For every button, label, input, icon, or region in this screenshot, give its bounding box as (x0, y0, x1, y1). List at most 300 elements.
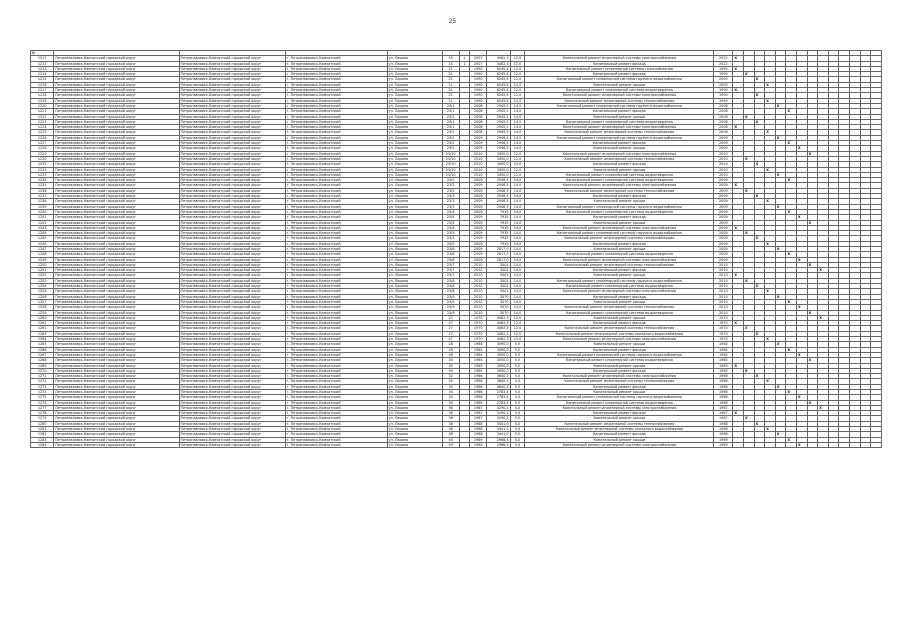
table-cell: X (754, 284, 765, 289)
table-cell: Петропавловск-Камчатский городской округ (54, 125, 179, 130)
program-table (30, 50, 882, 448)
table-cell: г. Петропавловск-Камчатский (285, 72, 387, 77)
table-cell: 38 (442, 421, 459, 426)
table-cell: 1260 (31, 315, 54, 320)
table-cell: 32 (442, 374, 459, 379)
table-cell: Петропавловск-Камчатский городской округ (54, 156, 179, 161)
table-cell: Петропавловск-Камчатский городской округ (179, 347, 285, 352)
table-cell: Капитальный ремонт фасада (525, 321, 714, 326)
table-cell: 23/9 (442, 310, 459, 315)
table-cell: 3640,3 (487, 374, 510, 379)
table-cell: Петропавловск-Камчатский городской округ (54, 273, 179, 278)
table-cell: X (786, 252, 797, 257)
table-cell: 2945,2 (487, 109, 510, 114)
table-cell: X (775, 204, 786, 209)
table-cell: Петропавловск-Камчатский городской округ (54, 416, 179, 421)
table-cell: Капитальный ремонт фасада (525, 347, 714, 352)
table-cell: 2945,2 (487, 103, 510, 108)
table-cell: 32 (442, 384, 459, 389)
table-cell: ул. Ларина (387, 421, 442, 426)
table-cell: 2008 (714, 125, 733, 130)
table-cell: 3090,0 (487, 352, 510, 357)
table-cell: ул. Ларина (387, 220, 442, 225)
table-cell: X (744, 326, 755, 331)
table-cell: г. Петропавловск-Камчатский (285, 284, 387, 289)
table-cell: Петропавловск-Камчатский городской округ (179, 390, 285, 395)
table-cell: 1964 (714, 347, 733, 352)
table-cell: г. Петропавловск-Камчатский (285, 427, 387, 432)
table-cell: Петропавловск-Камчатский городской округ (54, 289, 179, 294)
table-cell: X (807, 310, 818, 315)
table-cell: 1964 (714, 352, 733, 357)
table-cell: Петропавловск-Камчатский городской округ (54, 310, 179, 315)
table-cell: 4462,3 (487, 337, 510, 342)
table-cell: ул. Ларина (387, 358, 442, 363)
table-cell: 2007 (470, 61, 487, 66)
table-cell: 14,0 (510, 204, 525, 209)
table-cell: 23/10 (442, 172, 459, 177)
table-cell: 1970 (470, 331, 487, 336)
table-cell: ул. Ларина (387, 273, 442, 278)
table-cell: 1969 (714, 442, 733, 447)
table-cell: г. Петропавловск-Камчатский (285, 437, 387, 442)
table-cell: ул. Ларина (387, 299, 442, 304)
table-cell: Петропавловск-Камчатский городской округ (54, 374, 179, 379)
table-cell (744, 442, 755, 447)
table-cell: X (797, 442, 808, 447)
table-cell: 1968 (714, 421, 733, 426)
table-cell: ул. Ларина (387, 257, 442, 262)
table-cell: Петропавловск-Камчатский городской округ (179, 315, 285, 320)
table-cell: Петропавловск-Камчатский городской округ (54, 411, 179, 416)
table-cell: ул. Ларина (387, 305, 442, 310)
table-cell: г. Петропавловск-Камчатский (285, 151, 387, 156)
table-cell: 14 (442, 61, 459, 66)
table-cell: Петропавловск-Камчатский городской округ (54, 146, 179, 151)
table-cell: г. Петропавловск-Камчатский (285, 411, 387, 416)
table-cell: Капитальный ремонт инженерной системы водоотведения (525, 88, 714, 93)
table-cell: 2010 (470, 299, 487, 304)
table-cell: 3450,0 (487, 162, 510, 167)
table-cell: Петропавловск-Камчатский городской округ (179, 411, 285, 416)
table-cell: 2008 (470, 125, 487, 130)
table-cell: Капитальный ремонт крыши (525, 342, 714, 347)
table-cell: Петропавловск-Камчатский городской округ (54, 278, 179, 283)
table-cell: Капитальный ремонт инженерной системы электроснабжения (525, 56, 714, 61)
table-cell: X (807, 220, 818, 225)
table-cell: X (733, 363, 744, 368)
table-cell: 2009 (714, 225, 733, 230)
table-cell: 1252 (31, 273, 54, 278)
table-cell: ул. Ларина (387, 315, 442, 320)
table-cell: Петропавловск-Камчатский городской округ (54, 151, 179, 156)
table-cell: 2008 (714, 103, 733, 108)
table-cell: 12,0 (510, 337, 525, 342)
table-cell: 2008 (470, 130, 487, 135)
table-cell: 5,0 (510, 368, 525, 373)
table-cell: г. Петропавловск-Камчатский (285, 183, 387, 188)
table-cell: 3290,2 (487, 411, 510, 416)
table-cell: 2946,5 (487, 199, 510, 204)
table-cell: 3050,0 (487, 368, 510, 373)
table-cell: 1 (459, 56, 470, 61)
table-cell: 4462,3 (487, 326, 510, 331)
table-row (31, 442, 882, 447)
table-cell: Капитальный ремонт инженерной системы водоотведения (525, 252, 714, 257)
table-cell: 27 (442, 331, 459, 336)
table-cell (839, 442, 850, 447)
table-cell: 23/1 (442, 114, 459, 119)
table-cell: 1970 (714, 321, 733, 326)
table-cell (775, 442, 786, 447)
table-cell: 1969 (470, 442, 487, 447)
table-cell: 14,0 (510, 141, 525, 146)
table-cell: 2010 (470, 305, 487, 310)
table-cell: 2009 (714, 246, 733, 251)
table-cell: Петропавловск-Камчатский городской округ (54, 358, 179, 363)
table-cell: 14,0 (510, 278, 525, 283)
table-cell: 2783,4 (487, 400, 510, 405)
table-cell: Петропавловск-Камчатский городской округ (54, 257, 179, 262)
table-cell: 1964 (470, 342, 487, 347)
table-cell: Капитальный ремонт инженерной системы электроснабжения (525, 337, 714, 342)
table-cell: Петропавловск-Камчатский городской округ (54, 130, 179, 135)
table-cell: 14,0 (510, 220, 525, 225)
table-cell: 2008 (714, 119, 733, 124)
table-cell: X (733, 125, 744, 130)
table-cell: Петропавловск-Камчатский городской округ (179, 273, 285, 278)
table-cell: ул. Ларина (387, 188, 442, 193)
table-cell: Петропавловск-Камчатский городской округ (54, 209, 179, 214)
table-cell: г. Петропавловск-Камчатский (285, 236, 387, 241)
table-cell: 23/6 (442, 252, 459, 257)
table-cell: 2009 (470, 188, 487, 193)
table-cell: 5,0 (510, 421, 525, 426)
table-cell: 12,0 (510, 151, 525, 156)
table-cell: 34 (442, 400, 459, 405)
table-cell: 21 (442, 77, 459, 82)
table-cell: 1966 (714, 384, 733, 389)
table-cell: 5,0 (510, 411, 525, 416)
table-cell: 1990 (714, 72, 733, 77)
table-cell: г. Петропавловск-Камчатский (285, 368, 387, 373)
table-cell: 2010 (714, 262, 733, 267)
table-cell: Петропавловск-Камчатский городской округ (179, 125, 285, 130)
table-cell: ул. Ларина (387, 405, 442, 410)
table-cell: 2009 (470, 257, 487, 262)
table-cell: X (807, 151, 818, 156)
table-cell: Петропавловск-Камчатский городской округ (54, 246, 179, 251)
table-cell: 3441,0 (487, 421, 510, 426)
table-cell: Капитальный ремонт инженерной системы горячего водоснабжения (525, 135, 714, 140)
table-cell: Капитальный ремонт инженерной системы горячего водоснабжения (525, 204, 714, 209)
table-cell: г. Петропавловск-Камчатский (285, 374, 387, 379)
table-cell: 23/1 (442, 109, 459, 114)
table-cell: 40 (442, 442, 459, 447)
table-cell: Капитальный ремонт инженерной системы теплоснабжения (525, 326, 714, 331)
table-cell: г. Петропавловск-Камчатский (285, 390, 387, 395)
table-cell: 1 (459, 61, 470, 66)
table-cell: X (754, 77, 765, 82)
table-cell: 2009 (470, 183, 487, 188)
table-cell: 1266 (31, 347, 54, 352)
table-cell (459, 442, 470, 447)
table-cell: 14,0 (510, 146, 525, 151)
table-cell: ул. Ларина (387, 146, 442, 151)
table-cell: Петропавловск-Камчатский городской округ (179, 342, 285, 347)
table-cell: г. Петропавловск-Камчатский (285, 400, 387, 405)
table-cell (871, 442, 882, 447)
table-cell: ул. Ларина (387, 98, 442, 103)
table-cell: 1990 (714, 98, 733, 103)
table-cell: ул. Ларина (387, 310, 442, 315)
table-cell: 1990 (470, 72, 487, 77)
table-cell: 2010 (470, 284, 487, 289)
table-cell: Капитальный ремонт инженерной системы теплоснабжения (525, 98, 714, 103)
table-cell: 2009 (470, 199, 487, 204)
table-cell: ул. Ларина (387, 183, 442, 188)
table-cell: Капитальный ремонт инженерной системы водоотведения (525, 172, 714, 177)
table-cell: 12,0 (510, 88, 525, 93)
table-cell: 2946,5 (487, 194, 510, 199)
table-cell: 1964 (714, 342, 733, 347)
table-cell: 5,0 (510, 379, 525, 384)
table-cell: 1280 (31, 421, 54, 426)
table-cell: Петропавловск-Камчатский городской округ (54, 294, 179, 299)
table-cell: 2009 (714, 209, 733, 214)
table-cell: Петропавловск-Камчатский городской округ (54, 141, 179, 146)
table-cell: ул. Ларина (387, 246, 442, 251)
table-cell: 5,0 (510, 427, 525, 432)
table-cell: 5,0 (510, 442, 525, 447)
table-cell: г. Петропавловск-Камчатский (285, 119, 387, 124)
table-cell: Петропавловск-Камчатский городской округ (179, 331, 285, 336)
table-cell: 23/9 (442, 294, 459, 299)
table-cell: ул. Ларина (387, 374, 442, 379)
table-cell: Капитальный ремонт инженерной системы водоотведения (525, 400, 714, 405)
table-cell: Петропавловск-Камчатский городской округ (179, 368, 285, 373)
table-cell: 2010 (714, 167, 733, 172)
table-cell: 2009 (714, 141, 733, 146)
table-cell: Петропавловск-Камчатский городской округ (179, 310, 285, 315)
table-cell: X (754, 162, 765, 167)
table-cell: Капитальный ремонт инженерной системы холодного водоснабжения (525, 427, 714, 432)
table-cell: 14,0 (510, 299, 525, 304)
table-cell: г. Петропавловск-Камчатский (285, 384, 387, 389)
table-cell: г. Петропавловск-Камчатский (285, 56, 387, 61)
table-cell: Петропавловск-Камчатский городской округ (179, 284, 285, 289)
table-cell: Капитальный ремонт инженерной системы водоотведения (525, 358, 714, 363)
table-cell: 2009 (470, 146, 487, 151)
table-cell: ул. Ларина (387, 66, 442, 71)
table-cell: 23/10 (442, 156, 459, 161)
table-cell: 23/2 (442, 183, 459, 188)
table-cell: Петропавловск-Камчатский городской округ (54, 88, 179, 93)
table-cell: 2009 (714, 252, 733, 257)
table-cell: 36 (442, 416, 459, 421)
table-cell: Петропавловск-Камчатский городской округ (54, 236, 179, 241)
table-cell: 1990 (714, 66, 733, 71)
table-cell: 5,0 (510, 390, 525, 395)
table-cell: ул. Ларина (387, 56, 442, 61)
table-cell: ул. Ларина (387, 82, 442, 87)
table-cell: г. Петропавловск-Камчатский (285, 416, 387, 421)
table-cell: 14,0 (510, 252, 525, 257)
table-cell: 12,0 (510, 82, 525, 87)
table-cell: Петропавловск-Камчатский городской округ (54, 352, 179, 357)
table-cell: 28 (442, 352, 459, 357)
table-cell: ул. Ларина (387, 61, 442, 66)
table-cell: 2009 (470, 215, 487, 220)
table-cell: 1970 (714, 315, 733, 320)
table-cell: 4462,3 (487, 56, 510, 61)
table-cell: 3001 (487, 278, 510, 283)
table-cell: 14,0 (510, 225, 525, 230)
table-cell: 14,0 (510, 125, 525, 130)
table-cell: 1212 (31, 61, 54, 66)
table-cell: 14,0 (510, 194, 525, 199)
table-cell: Капитальный ремонт инженерной системы теплоснабжения (525, 156, 714, 161)
table-cell: Петропавловск-Камчатский городской округ (54, 56, 179, 61)
table-cell: 6245,4 (487, 66, 510, 71)
table-cell: 1964 (470, 352, 487, 357)
table-cell: г. Петропавловск-Камчатский (285, 289, 387, 294)
table-cell: 14,0 (510, 135, 525, 140)
table-cell: Петропавловск-Камчатский городской округ (54, 72, 179, 77)
table-cell: ул. Ларина (387, 400, 442, 405)
table-cell: Петропавловск-Камчатский городской округ (179, 432, 285, 437)
table-cell: 1966 (470, 384, 487, 389)
table-cell: Капитальный ремонт фасада (525, 268, 714, 273)
table-cell: ул. Ларина (387, 342, 442, 347)
table-cell: Капитальный ремонт инженерной системы горячего водоснабжения (525, 231, 714, 236)
table-cell: 1276 (31, 400, 54, 405)
table-cell: X (818, 268, 829, 273)
table-cell: Петропавловск-Камчатский городской округ (54, 199, 179, 204)
table-cell: Капитальный ремонт крыши (525, 199, 714, 204)
table-cell: ул. Ларина (387, 231, 442, 236)
table-cell: X (744, 114, 755, 119)
table-cell: ул. Ларина (387, 326, 442, 331)
table-cell: Петропавловск-Камчатский городской округ (54, 93, 179, 98)
table-cell: Петропавловск-Камчатский городской округ (179, 257, 285, 262)
table-cell: 27 (442, 321, 459, 326)
table-cell: 14,0 (510, 114, 525, 119)
table-cell: 2010 (714, 310, 733, 315)
table-cell: ул. Ларина (387, 262, 442, 267)
table-cell: 2945,2 (487, 119, 510, 124)
table-cell: г. Петропавловск-Камчатский (285, 194, 387, 199)
table-cell: ул. Ларина (387, 172, 442, 177)
table-cell: 14,0 (510, 215, 525, 220)
table-cell: г. Петропавловск-Камчатский (285, 98, 387, 103)
table-cell: г. Петропавловск-Камчатский (285, 135, 387, 140)
table-cell: 3001 (487, 262, 510, 267)
table-cell: X (765, 82, 776, 87)
table-cell: 23/4 (442, 220, 459, 225)
table-cell: 2010 (470, 278, 487, 283)
table-cell: Петропавловск-Камчатский городской округ (179, 56, 285, 61)
table-cell: X (744, 72, 755, 77)
table-cell: 23/7 (442, 268, 459, 273)
table-cell: Петропавловск-Камчатский городской округ (54, 194, 179, 199)
table-cell: Капитальный ремонт инженерной системы горячего водоснабжения (525, 278, 714, 283)
table-cell: Петропавловск-Камчатский городской округ (54, 231, 179, 236)
table-cell: 27 (442, 315, 459, 320)
table-cell: Капитальный ремонт крыши (525, 299, 714, 304)
table-cell: г. Петропавловск-Камчатский (285, 352, 387, 357)
table-cell: 2009 (470, 135, 487, 140)
table-cell (733, 442, 744, 447)
table-cell: X (775, 103, 786, 108)
table-cell: ул. Ларина (387, 209, 442, 214)
table-cell: 2010 (714, 172, 733, 177)
table-cell: 3070 (487, 305, 510, 310)
table-cell: 2010 (470, 156, 487, 161)
table-cell: 4462,3 (487, 315, 510, 320)
table-cell: 2007 (470, 56, 487, 61)
table-cell: 1967 (714, 405, 733, 410)
table-cell: 12,0 (510, 331, 525, 336)
table-cell: ул. Ларина (387, 151, 442, 156)
table-cell: Капитальный ремонт крыши (525, 114, 714, 119)
table-cell: 1229 (31, 151, 54, 156)
table-cell: г. Петропавловск-Камчатский (285, 363, 387, 368)
table-cell: 14,0 (510, 183, 525, 188)
table-cell: 2783,4 (487, 395, 510, 400)
table-body (31, 56, 882, 448)
table-cell: Петропавловск-Камчатский городской округ (179, 278, 285, 283)
table-cell: Петропавловск-Камчатский городской округ (179, 199, 285, 204)
table-cell: Капитальный ремонт инженерной системы электроснабжения (525, 374, 714, 379)
table-cell: 2946,5 (487, 146, 510, 151)
table-cell: Петропавловск-Камчатский городской округ (179, 204, 285, 209)
table-cell: X (786, 347, 797, 352)
table-cell: Капитальный ремонт инженерной системы водоотведения (525, 284, 714, 289)
table-cell: Петропавловск-Камчатский городской округ (179, 109, 285, 114)
table-cell: Капитальный ремонт крыши (525, 146, 714, 151)
table-cell: 23/4 (442, 215, 459, 220)
table-cell: 2783,4 (487, 390, 510, 395)
table-cell: 12,0 (510, 72, 525, 77)
table-cell: X (786, 178, 797, 183)
table-cell: Петропавловск-Камчатский городской округ (179, 114, 285, 119)
table-cell: г. Петропавловск-Камчатский (285, 204, 387, 209)
table-cell: 7935 (487, 215, 510, 220)
table-cell: г. Петропавловск-Камчатский (285, 215, 387, 220)
table-cell: ул. Ларина (387, 352, 442, 357)
table-cell: ул. Ларина (387, 384, 442, 389)
table-cell: 2010 (470, 167, 487, 172)
table-cell: 40 (442, 437, 459, 442)
table-cell: 7935 (487, 209, 510, 214)
table-cell: ул. Ларина (387, 162, 442, 167)
table-cell: Петропавловск-Камчатский городской округ (54, 442, 179, 447)
table-cell: Петропавловск-Камчатский городской округ (54, 421, 179, 426)
table-cell: 23/7 (442, 262, 459, 267)
table-cell: 23/5 (442, 241, 459, 246)
column-header: № (31, 51, 54, 56)
table-cell: 3070 (487, 299, 510, 304)
table-cell: 6245,4 (487, 72, 510, 77)
table-cell: 28 (442, 342, 459, 347)
table-cell: 2009 (714, 231, 733, 236)
table-cell: X (744, 156, 755, 161)
table-cell: 2945,2 (487, 125, 510, 130)
table-cell: 1968 (470, 421, 487, 426)
table-cell (860, 442, 871, 447)
table-cell: Капитальный ремонт инженерной системы теплоснабжения (525, 262, 714, 267)
